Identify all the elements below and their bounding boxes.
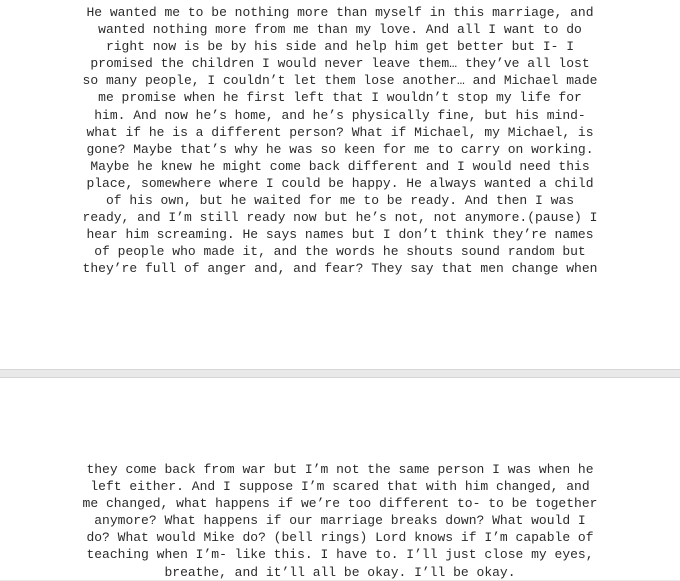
text-line: of people who made it, and the words he shouts sound random but bbox=[94, 244, 586, 260]
text-line: left either. And I suppose I’m scared that with him changed, and bbox=[90, 479, 590, 495]
text-line: right now is be by his side and help him get better but I- I bbox=[105, 39, 575, 55]
text-line: me changed, what happens if we’re too different to- to be together bbox=[82, 496, 598, 512]
text-line: they come back from war but I’m not the same person I was when he bbox=[86, 462, 594, 477]
text-line: breathe, and it’ll all be okay. I’ll be okay. bbox=[164, 564, 516, 580]
text-line: they’re full of anger and, and fear? They say that men change when bbox=[82, 261, 598, 277]
text-line: place, somewhere where I could be happy. He always wanted a child bbox=[86, 175, 594, 191]
text-line: what if he is a different person? What if Michael, my Michael, is bbox=[86, 124, 594, 140]
text-line: ready, and I’m still ready now but he’s not, not anymore.(pause) I bbox=[82, 210, 598, 226]
text-line: me promise when he first left that I wouldn’t stop my life for bbox=[98, 90, 582, 106]
text-line: so many people, I couldn’t let them lose another… and Michael made bbox=[82, 73, 598, 89]
text-line: gone? Maybe that’s why he was so keen for me to carry on working. bbox=[86, 141, 594, 157]
text-line: He wanted me to be nothing more than myself in this marriage, and bbox=[86, 5, 594, 20]
text-line: hear him screaming. He says names but I don’t think they’re names bbox=[86, 227, 594, 243]
text-line: do? What would Mike do? (bell rings) Lord knows if I’m capable of bbox=[86, 530, 594, 546]
document-page-2 bbox=[0, 377, 680, 580]
text-line: Maybe he knew he might come back different and I would need this bbox=[90, 158, 590, 174]
text-line: him. And now he’s home, and he’s physically fine, but his mind- bbox=[94, 107, 586, 123]
page-1-text-block bbox=[0, 4, 680, 278]
text-line: teaching when I’m- like this. I have to. I’ll just close my eyes, bbox=[86, 547, 594, 563]
text-line: promised the children I would never leave them… they’ve all lost bbox=[90, 56, 590, 72]
text-line: anymore? What happens if our marriage breaks down? What would I bbox=[94, 513, 586, 529]
text-line: of his own, but he waited for me to be ready. And then I was bbox=[105, 193, 575, 209]
text-line: wanted nothing more from me than my love. And all I want to do bbox=[98, 22, 582, 38]
page-2-text-block bbox=[0, 461, 680, 581]
